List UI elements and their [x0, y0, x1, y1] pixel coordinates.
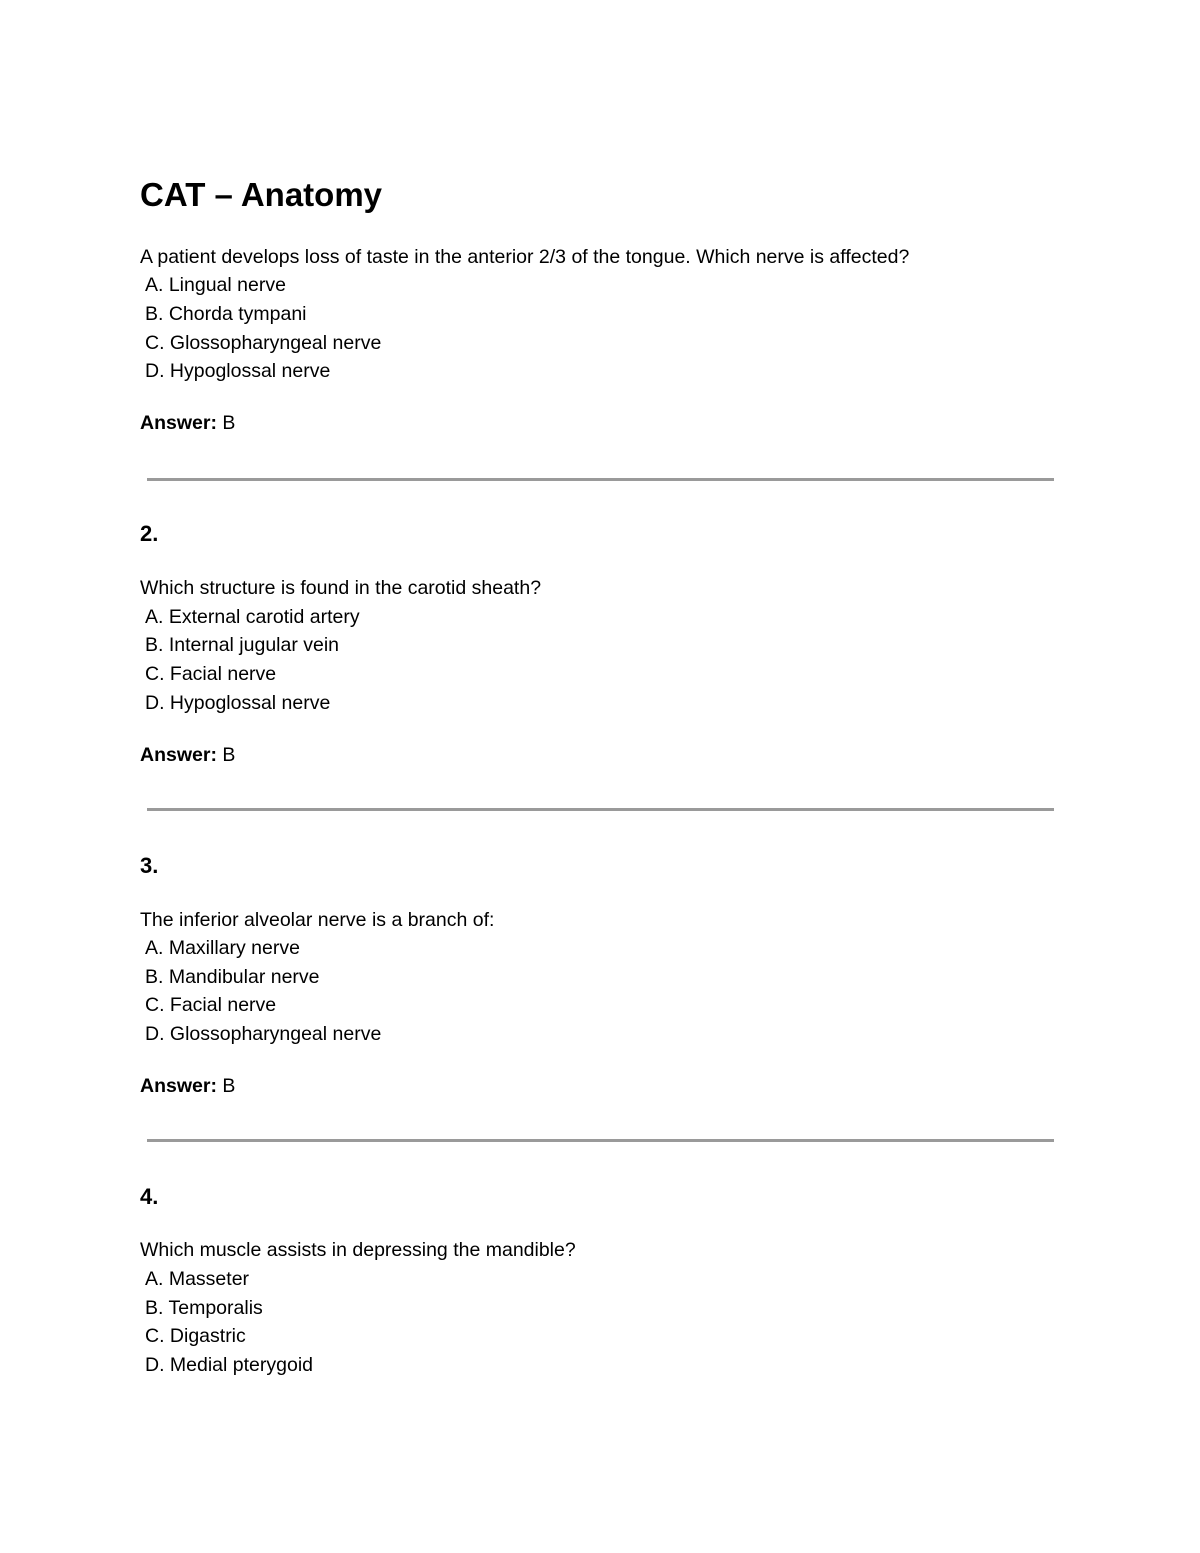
answer-label: Answer: [140, 412, 217, 434]
question-text: A patient develops loss of taste in the anterior 2/3 of the tongue. Which nerve is affected? [140, 246, 910, 268]
answer-label: Answer: [140, 1075, 217, 1097]
answer-line [140, 742, 235, 768]
question-text: Which muscle assists in depressing the mandible? [140, 1239, 576, 1261]
option-b: B. Internal jugular vein [145, 634, 340, 656]
answer-label: Answer: [140, 744, 217, 766]
option-c: C. Facial nerve [145, 663, 277, 685]
option-d: D. Medial pterygoid [145, 1354, 313, 1376]
option-c: C. Facial nerve [145, 994, 277, 1016]
section-divider [147, 808, 1054, 811]
option-a: A. Maxillary nerve [145, 937, 300, 959]
question-text: Which structure is found in the carotid sheath? [140, 577, 542, 599]
question-number: 2. [140, 521, 159, 546]
answer-line [140, 410, 235, 436]
answer-value: B [222, 1075, 236, 1097]
section-divider [147, 478, 1054, 481]
answer-value: B [222, 412, 236, 434]
question-number: 4. [140, 1184, 159, 1209]
option-d: D. Hypoglossal nerve [145, 360, 331, 382]
option-b: B. Temporalis [145, 1297, 263, 1319]
option-c: C. Digastric [145, 1325, 246, 1347]
option-a: A. External carotid artery [145, 606, 360, 628]
option-d: D. Hypoglossal nerve [145, 692, 331, 714]
section-divider [147, 1139, 1054, 1142]
question-text: The inferior alveolar nerve is a branch of: [140, 909, 495, 931]
document-title: CAT – Anatomy [140, 176, 383, 213]
option-c: C. Glossopharyngeal nerve [145, 332, 382, 354]
option-d: D. Glossopharyngeal nerve [145, 1023, 382, 1045]
option-a: A. Masseter [145, 1268, 250, 1290]
question-number: 3. [140, 853, 159, 878]
answer-value: B [222, 744, 236, 766]
option-b: B. Chorda tympani [145, 303, 307, 325]
answer-line [140, 1073, 235, 1099]
option-a: A. Lingual nerve [145, 274, 286, 296]
option-b: B. Mandibular nerve [145, 966, 320, 988]
